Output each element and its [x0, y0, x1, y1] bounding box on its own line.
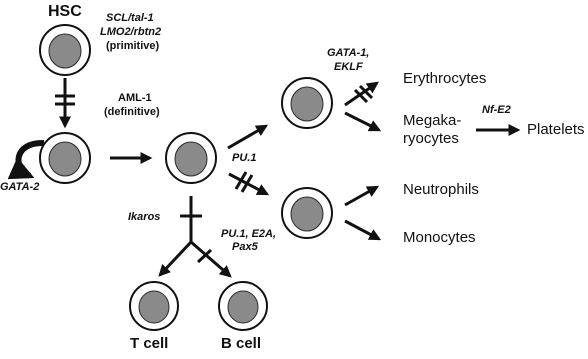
t-cell: [130, 282, 178, 330]
hsc-nucleus: [49, 34, 81, 68]
aml-factor-line2: (definitive): [104, 106, 160, 118]
scl-factor-line2: LMO2/rbtn2: [100, 26, 162, 38]
pu1-label: PU.1: [232, 152, 257, 164]
erythroid-megakaryocyte-progenitor-cell: [282, 78, 332, 128]
monocytes-label: Monocytes: [403, 229, 476, 246]
gata1-factor-line2: EKLF: [334, 61, 363, 73]
erythrocyte-arrow: [345, 83, 377, 105]
progenitor-cell: [166, 133, 216, 183]
megakaryocytes-label-line2: ryocytes: [403, 130, 459, 147]
to-erythroid-progenitor-arrow: [228, 126, 266, 148]
aml-factor-line1: AML-1: [118, 92, 152, 104]
self-renewal-cell: [40, 133, 90, 183]
b-cell-branch-arrow: [191, 242, 230, 276]
b-factors-line1: PU.1, E2A,: [221, 228, 277, 240]
ikaros-lymphoid-branch: [160, 196, 230, 276]
hsc-to-progenitor-arrow: [55, 78, 75, 126]
erythrocytes-label: Erythrocytes: [403, 70, 487, 87]
nfe2-label: Nf-E2: [482, 104, 511, 116]
b-factors-line2: Pax5: [232, 241, 258, 253]
scl-factor-line1: SCL/tal-1: [106, 12, 154, 24]
megakaryocyte-arrow: [345, 113, 379, 130]
b-cell-label: B cell: [221, 335, 262, 352]
scl-factor-line3: (primitive): [106, 40, 160, 52]
platelets-label: Platelets: [527, 121, 585, 138]
hsc-label: HSC: [48, 3, 82, 20]
myeloid-progenitor-cell: [282, 188, 332, 238]
b-cell: [219, 282, 267, 330]
monocyte-arrow: [345, 221, 379, 239]
ikaros-label: Ikaros: [128, 211, 161, 223]
pu1-myeloid-arrow: [229, 172, 267, 194]
neutrophil-arrow: [345, 187, 377, 205]
neutrophils-label: Neutrophils: [403, 181, 479, 198]
gata2-label: GATA-2: [0, 181, 40, 193]
t-cell-branch-arrow: [160, 242, 191, 275]
gata1-factor-line1: GATA-1,: [327, 47, 370, 59]
t-cell-label: T cell: [130, 335, 169, 352]
megakaryocytes-label-line1: Megaka-: [403, 112, 462, 129]
hsc-cell: [40, 25, 90, 75]
